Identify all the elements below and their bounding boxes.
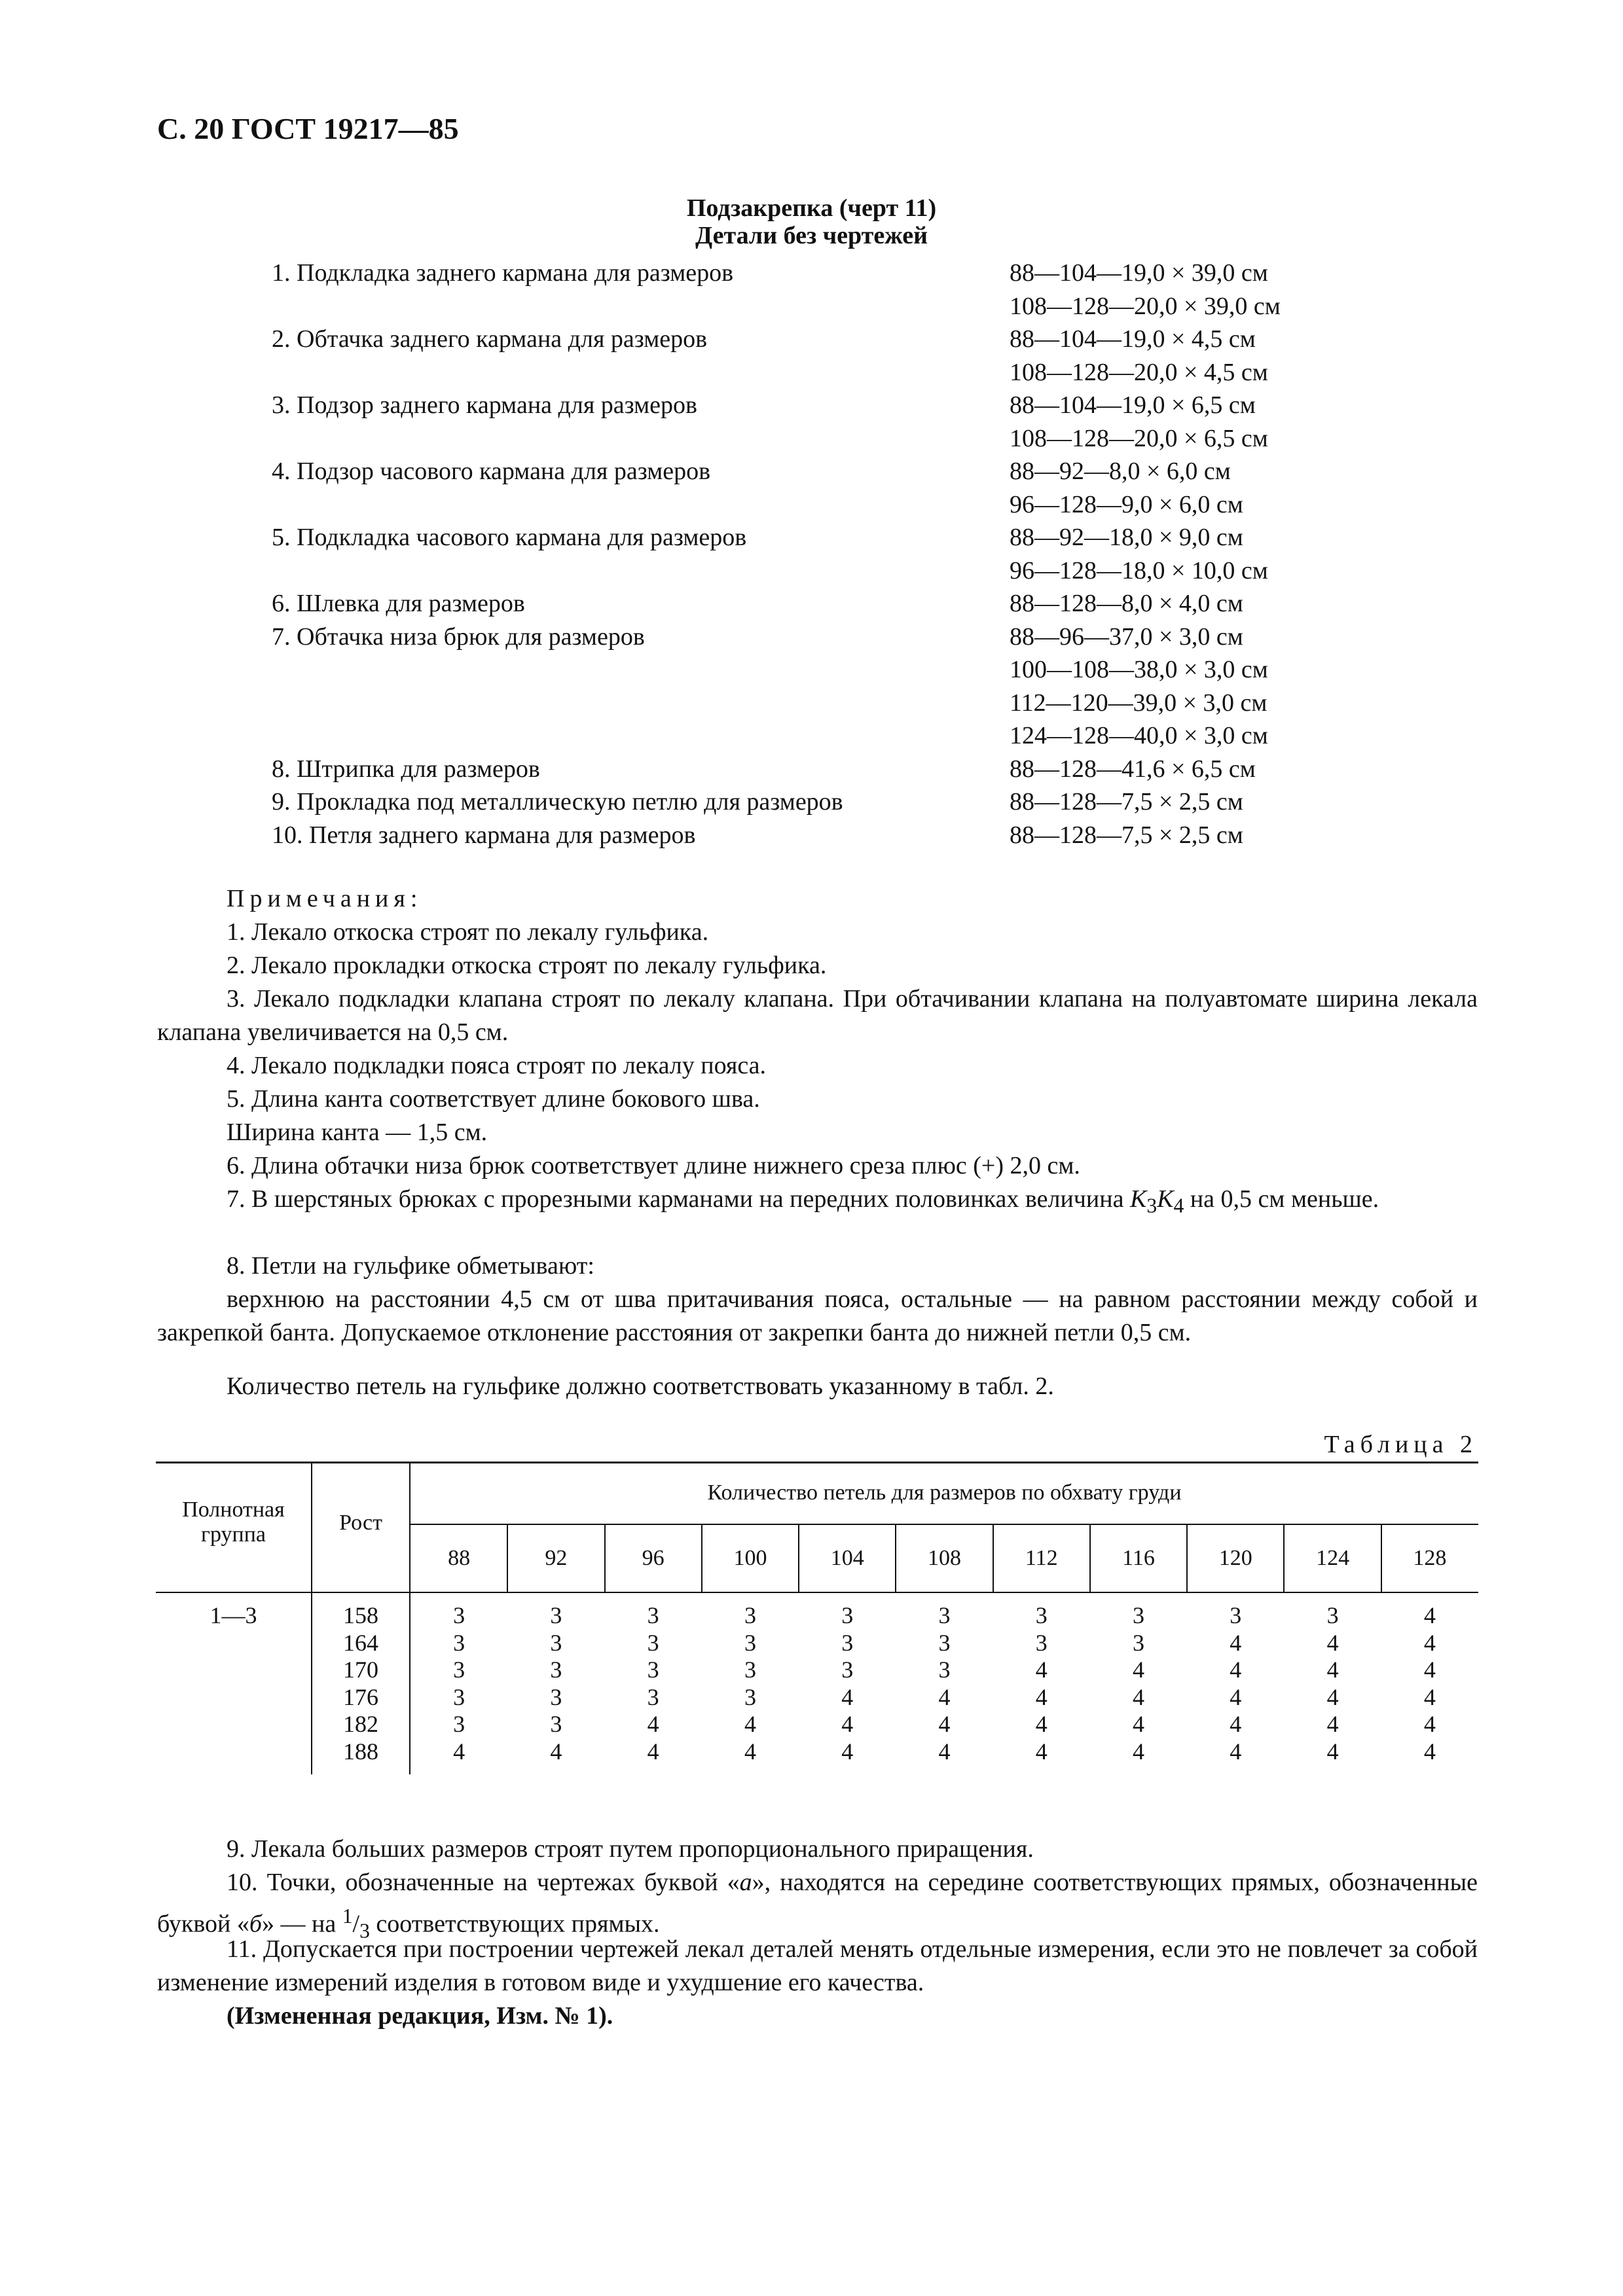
table-count-cell: 4: [550, 1738, 562, 1765]
table-count-cell: 4: [1230, 1629, 1242, 1656]
detail-dimension: 88—96—37,0 × 3,0 см: [1010, 622, 1243, 651]
notes-heading: Примечания:: [227, 885, 423, 912]
table-group-value: 1—3: [210, 1602, 257, 1628]
table-count-cell: 3: [1326, 1602, 1339, 1628]
table-count-cell: 4: [841, 1738, 854, 1765]
table-height-value: 170: [343, 1657, 378, 1683]
note-5b: Ширина канта — 1,5 см.: [227, 1119, 488, 1146]
table-count-cell: 4: [647, 1738, 659, 1765]
table-count-cell: 4: [1133, 1683, 1145, 1710]
table-count-cell: 4: [453, 1738, 465, 1765]
table-count-cell: 3: [744, 1629, 756, 1656]
table-size-header: 108: [927, 1546, 961, 1570]
detail-label: 9. Прокладка под металлическую петлю для размеров: [272, 788, 843, 816]
table-header-counts: Количество петель для размеров по обхвату груди: [707, 1480, 1182, 1505]
section-title: Подзакрепка (черт 11): [686, 194, 937, 222]
table-count-cell: 4: [1326, 1683, 1339, 1710]
table-count-cell: 3: [1230, 1602, 1242, 1628]
table-count-cell: 4: [1423, 1711, 1436, 1737]
table-size-header: 128: [1413, 1546, 1447, 1570]
table-count-cell: 3: [453, 1602, 465, 1628]
note-11: 11. Допускается при построении чертежей лекал деталей менять отдельные измерения, если это не повлечет за собой изменение измерений изделия в готовом виде и ухудшение его качества.: [157, 1935, 1478, 1996]
table-count-cell: 3: [841, 1657, 854, 1683]
note-7: 7. В шерстяных брюках с прорезными карманами на передних половинках величина $K_3K_4$ на 0,5 см меньше.: [227, 1185, 1379, 1217]
detail-dimension: 108—128—20,0 × 4,5 см: [1010, 358, 1268, 386]
table-count-cell: 4: [1133, 1657, 1145, 1683]
detail-label: 7. Обтачка низа брюк для размеров: [272, 622, 645, 651]
table-count-cell: 4: [938, 1711, 951, 1737]
note-8: 8. Петли на гульфике обметывают:: [227, 1252, 594, 1280]
table-size-header: 120: [1218, 1546, 1252, 1570]
table-header-height: Рост: [339, 1511, 382, 1535]
table-size-header: 116: [1122, 1546, 1155, 1570]
detail-label: 3. Подзор заднего кармана для размеров: [272, 391, 697, 419]
detail-dimension: 108—128—20,0 × 39,0 см: [1010, 292, 1281, 320]
table-count-cell: 3: [550, 1657, 562, 1683]
detail-label: 2. Обтачка заднего кармана для размеров: [272, 325, 708, 353]
table-count-cell: 4: [1326, 1629, 1339, 1656]
detail-label: 4. Подзор часового кармана для размеров: [272, 457, 711, 485]
note-1: 1. Лекало откоска строят по лекалу гульфика.: [227, 918, 709, 946]
note-6: 6. Длина обтачки низа брюк соответствует длине нижнего среза плюс (+) 2,0 см.: [227, 1152, 1080, 1179]
table-height-value: 158: [343, 1602, 378, 1628]
detail-dimension: 112—120—39,0 × 3,0 см: [1010, 689, 1267, 717]
table-size-header: 92: [545, 1546, 568, 1570]
detail-dimension: 100—108—38,0 × 3,0 см: [1010, 656, 1268, 683]
table-count-cell: 4: [744, 1738, 756, 1765]
section-subtitle: Детали без чертежей: [695, 222, 928, 249]
page-header: С. 20 ГОСТ 19217—85: [157, 112, 459, 145]
detail-dimension: 88—128—7,5 × 2,5 см: [1010, 788, 1243, 816]
note-2: 2. Лекало прокладки откоска строят по лекалу гульфика.: [227, 952, 827, 979]
table-subheader-border: [409, 1524, 1478, 1525]
detail-dimension: 88—104—19,0 × 4,5 см: [1010, 325, 1256, 353]
note-8b: верхнюю на расстоянии 4,5 см от шва притачивания пояса, остальные — на равном расстоянии между собой и закрепкой банта. Допускаемое отклонение расстояния от закрепки банта до нижней петли 0,5 см.: [157, 1285, 1478, 1346]
detail-dimension: 88—92—18,0 × 9,0 см: [1010, 524, 1243, 551]
detail-dimension: 88—104—19,0 × 39,0 см: [1010, 259, 1268, 287]
amendment-note: (Измененная редакция, Изм. № 1).: [227, 2002, 613, 2030]
table-count-cell: 3: [453, 1657, 465, 1683]
table-count-cell: 3: [550, 1711, 562, 1737]
table-count-cell: 4: [938, 1683, 951, 1710]
table-count-cell: 4: [1230, 1738, 1242, 1765]
detail-dimension: 96—128—18,0 × 10,0 см: [1010, 556, 1268, 584]
detail-dimension: 88—128—41,6 × 6,5 см: [1010, 755, 1256, 783]
table-size-header: 88: [448, 1546, 471, 1570]
table-count-cell: 4: [1326, 1711, 1339, 1737]
detail-label: 6. Шлевка для размеров: [272, 590, 525, 617]
note-4: 4. Лекало подкладки пояса строят по лекалу пояса.: [227, 1052, 767, 1079]
note-10: 10. Точки, обозначенные на чертежах буквой «а», находятся на середине соответствующих прямых, обозначенные буквой «б» — на $^1/_3$ соответствующих прямых.: [157, 1869, 1478, 1943]
table-count-cell: 3: [1035, 1602, 1048, 1628]
table-count-cell: 3: [647, 1602, 659, 1628]
table-count-cell: 4: [1423, 1683, 1436, 1710]
detail-dimension: 88—128—8,0 × 4,0 см: [1010, 590, 1243, 617]
table-count-cell: 3: [647, 1657, 659, 1683]
detail-dimension: 88—92—8,0 × 6,0 см: [1010, 457, 1231, 485]
detail-dimension: 124—128—40,0 × 3,0 см: [1010, 722, 1268, 749]
note-3: 3. Лекало подкладки клапана строят по лекалу клапана. При обтачивании клапана на полуавтомате ширина лекала клапана увеличивается на 0,5 см.: [157, 985, 1478, 1046]
detail-label: 1. Подкладка заднего кармана для размеров: [272, 259, 734, 287]
table-count-cell: 4: [1423, 1629, 1436, 1656]
table-count-cell: 3: [647, 1629, 659, 1656]
detail-dimension: 88—104—19,0 × 6,5 см: [1010, 391, 1256, 419]
detail-dimension: 108—128—20,0 × 6,5 см: [1010, 424, 1268, 452]
table-count-cell: 3: [453, 1629, 465, 1656]
table-count-cell: 3: [1133, 1629, 1145, 1656]
table-count-cell: 3: [453, 1711, 465, 1737]
table-count-cell: 3: [938, 1629, 951, 1656]
table-count-cell: 3: [744, 1602, 756, 1628]
table-count-cell: 4: [1035, 1738, 1048, 1765]
table-count-cell: 3: [1035, 1629, 1048, 1656]
table-caption: Таблица 2: [1324, 1431, 1478, 1458]
table-count-cell: 4: [744, 1711, 756, 1737]
table-count-cell: 4: [938, 1738, 951, 1765]
count-text: Количество петель на гульфике должно соответствовать указанному в табл. 2.: [227, 1372, 1054, 1400]
table-count-cell: 3: [841, 1602, 854, 1628]
detail-label: 8. Штрипка для размеров: [272, 755, 540, 783]
table-count-cell: 3: [1133, 1602, 1145, 1628]
table-height-value: 176: [343, 1683, 378, 1710]
table-count-cell: 3: [938, 1657, 951, 1683]
table-count-cell: 4: [1035, 1683, 1048, 1710]
table-count-cell: 4: [1035, 1711, 1048, 1737]
table-height-value: 182: [343, 1711, 378, 1737]
note-5: 5. Длина канта соответствует длине бокового шва.: [227, 1085, 760, 1113]
table-height-value: 188: [343, 1738, 378, 1765]
table-header-group: Полнотная группа: [182, 1498, 285, 1547]
table-count-cell: 3: [938, 1602, 951, 1628]
table-size-header: 112: [1025, 1546, 1058, 1570]
table-header-border: [156, 1592, 1478, 1593]
table-size-header: 100: [733, 1546, 767, 1570]
table-height-value: 164: [343, 1629, 378, 1656]
table-count-cell: 4: [1133, 1738, 1145, 1765]
table-count-cell: 3: [550, 1683, 562, 1710]
detail-dimension: 96—128—9,0 × 6,0 см: [1010, 490, 1243, 518]
table-count-cell: 3: [550, 1629, 562, 1656]
table-top-border: [156, 1462, 1478, 1463]
table-count-cell: 3: [744, 1657, 756, 1683]
table-count-cell: 3: [647, 1683, 659, 1710]
table-count-cell: 4: [1230, 1711, 1242, 1737]
table-count-cell: 4: [1423, 1657, 1436, 1683]
detail-label: 10. Петля заднего кармана для размеров: [272, 821, 696, 849]
table-size-header: 96: [642, 1546, 665, 1570]
table-count-cell: 4: [1326, 1657, 1339, 1683]
note-9: 9. Лекала больших размеров строят путем пропорционального приращения.: [227, 1835, 1034, 1863]
table-count-cell: 4: [1423, 1602, 1436, 1628]
table-count-cell: 3: [550, 1602, 562, 1628]
table-size-header: 124: [1316, 1546, 1350, 1570]
table-count-cell: 3: [744, 1683, 756, 1710]
table-count-cell: 4: [647, 1711, 659, 1737]
detail-dimension: 88—128—7,5 × 2,5 см: [1010, 821, 1243, 849]
table-count-cell: 3: [453, 1683, 465, 1710]
table-count-cell: 4: [1423, 1738, 1436, 1765]
table-count-cell: 4: [841, 1683, 854, 1710]
table-count-cell: 4: [1326, 1738, 1339, 1765]
table-count-cell: 4: [1035, 1657, 1048, 1683]
table-count-cell: 4: [1230, 1657, 1242, 1683]
detail-label: 5. Подкладка часового кармана для размеров: [272, 524, 747, 551]
table-count-cell: 4: [1133, 1711, 1145, 1737]
table-count-cell: 4: [841, 1711, 854, 1737]
table-count-cell: 4: [1230, 1683, 1242, 1710]
table-size-header: 104: [830, 1546, 864, 1570]
table-count-cell: 3: [841, 1629, 854, 1656]
